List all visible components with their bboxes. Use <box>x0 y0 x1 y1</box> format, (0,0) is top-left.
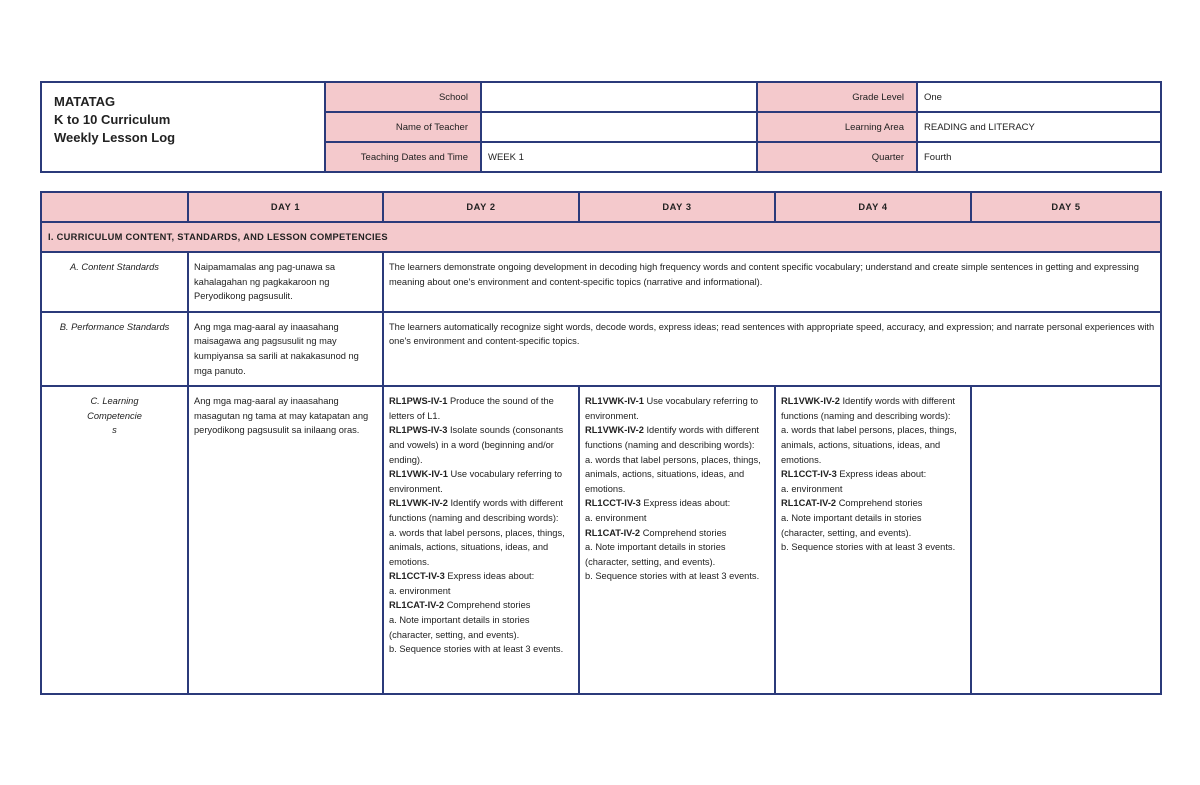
quarter-value[interactable]: Fourth <box>917 142 1161 172</box>
competency-line <box>781 540 965 555</box>
competencies-day5[interactable] <box>971 386 1161 694</box>
day-header: DAY 1 <box>188 192 383 222</box>
competency-code: RL1VWK-IV-1 <box>389 469 448 480</box>
performance-standards-day1[interactable]: Ang mga mag-aaral ay inaasahang maisagawa ang pagsusulit ng may kumpiyansa sa sarili at nakakasunod ng mga panuto. <box>188 312 383 386</box>
content-standards-day1[interactable]: Naipamamalas ang pag-unawa sa kahalagahan ng pagkakaroon ng Peryodikong pagsusulit. <box>188 252 383 312</box>
competency-text: Produce the sound of the letters of L1. <box>389 396 554 421</box>
school-value[interactable] <box>481 82 757 112</box>
competency-code: RL1VWK-IV-2 <box>389 498 448 509</box>
day-header: DAY 3 <box>579 192 775 222</box>
competency-line <box>389 394 573 423</box>
learning-area-label: Learning Area <box>757 112 917 142</box>
day-header: DAY 5 <box>971 192 1161 222</box>
competency-text: b. Sequence stories with at least 3 events. <box>585 571 760 582</box>
content-standards-days2-5[interactable]: The learners demonstrate ongoing development in decoding high frequency words and content specific vocabulary; understand and create simple sentences in getting and expressing meaning about one's environment and content-specific topics (narrative and informational). <box>383 252 1161 312</box>
performance-standards-label: B. Performance Standards <box>41 312 188 386</box>
competency-code: RL1VWK-IV-1 <box>585 396 644 407</box>
competency-line <box>781 467 965 482</box>
competency-text: Identify words with different functions (naming and describing words): <box>389 498 563 523</box>
competency-text: a. environment <box>781 483 843 494</box>
teaching-dates-value[interactable]: WEEK 1 <box>481 142 757 172</box>
competency-text: b. Sequence stories with at least 3 events. <box>781 542 956 553</box>
competency-line <box>389 642 573 657</box>
section-title: I. CURRICULUM CONTENT, STANDARDS, AND LESSON COMPETENCIES <box>41 222 1161 252</box>
competency-line <box>585 496 769 511</box>
competency-line <box>389 467 573 496</box>
competency-line <box>389 496 573 525</box>
competency-line <box>781 423 965 467</box>
competency-text: Comprehend stories <box>444 600 531 611</box>
label-part: C. Learning <box>90 396 139 407</box>
competency-line <box>389 613 573 642</box>
competencies-day3[interactable] <box>579 386 775 694</box>
competency-code: RL1CCT-IV-3 <box>781 469 837 480</box>
corner-cell <box>41 192 188 222</box>
content-standards-label: A. Content Standards <box>41 252 188 312</box>
competency-text: Comprehend stories <box>836 498 923 509</box>
competency-line <box>389 423 573 467</box>
lesson-log-header <box>40 81 1162 173</box>
competency-line <box>389 584 573 599</box>
competency-line <box>781 496 965 511</box>
day-header: DAY 2 <box>383 192 579 222</box>
competency-text: a. environment <box>389 585 451 596</box>
competency-text: a. words that label persons, places, things, animals, actions, situations, ideas, and emotions. <box>585 454 761 494</box>
competency-code: RL1PWS-IV-3 <box>389 425 448 436</box>
competencies-day2[interactable] <box>383 386 579 694</box>
label-part: s <box>112 425 117 436</box>
competency-text: a. words that label persons, places, things, animals, actions, situations, ideas, and emotions. <box>389 527 565 567</box>
competency-line <box>585 526 769 541</box>
competency-text: Identify words with different functions (naming and describing words): <box>781 396 955 421</box>
teacher-value[interactable] <box>481 112 757 142</box>
competency-line <box>781 394 965 423</box>
competency-line <box>585 540 769 569</box>
competency-code: RL1CAT-IV-2 <box>781 498 837 509</box>
quarter-label: Quarter <box>757 142 917 172</box>
competencies-day1[interactable]: Ang mga mag-aaral ay inaasahang masagutan ng tama at may katapatan ang peryodikong pagsusulit sa inilaang oras. <box>188 386 383 694</box>
learning-competencies-label <box>41 386 188 694</box>
competency-line <box>585 569 769 584</box>
competency-line <box>781 482 965 497</box>
title-line-2: K to 10 Curriculum <box>54 112 171 127</box>
competency-line <box>585 394 769 423</box>
learning-area-value[interactable]: READING and LITERACY <box>917 112 1161 142</box>
competency-text: Comprehend stories <box>640 527 727 538</box>
competency-code: RL1VWK-IV-2 <box>781 396 840 407</box>
competency-text: a. Note important details in stories (character, setting, and events). <box>781 512 922 538</box>
competency-text: a. Note important details in stories (character, setting, and events). <box>389 615 530 640</box>
title-line-3: Weekly Lesson Log <box>54 130 176 145</box>
competency-code: RL1CCT-IV-3 <box>585 498 641 509</box>
document-title <box>41 82 325 172</box>
competency-code: RL1VWK-IV-2 <box>585 425 644 436</box>
competency-text: Express ideas about: <box>836 469 927 480</box>
competency-text: Express ideas about: <box>640 498 731 509</box>
competency-text: b. Sequence stories with at least 3 events. <box>389 644 564 655</box>
competencies-day4[interactable] <box>775 386 971 694</box>
school-label: School <box>325 82 481 112</box>
competency-line <box>781 511 965 540</box>
grade-level-value[interactable]: One <box>917 82 1161 112</box>
competency-line <box>389 569 573 584</box>
label-part: Competencie <box>87 410 142 421</box>
competency-text: a. environment <box>585 512 647 523</box>
teacher-label: Name of Teacher <box>325 112 481 142</box>
competency-text: Use vocabulary referring to environment. <box>389 469 563 494</box>
lesson-log-table <box>40 191 1162 695</box>
competency-text: Use vocabulary referring to environment. <box>585 396 759 421</box>
competency-code: RL1CAT-IV-2 <box>389 600 445 611</box>
competency-text: Identify words with different functions (naming and describing words): <box>585 425 759 450</box>
competency-text: a. Note important details in stories (character, setting, and events). <box>585 542 726 567</box>
competency-line <box>585 423 769 452</box>
competency-code: RL1CAT-IV-2 <box>585 527 641 538</box>
title-line-1: MATATAG <box>54 94 116 109</box>
competency-text: a. words that label persons, places, things, animals, actions, situations, ideas, and emotions. <box>781 425 957 465</box>
competency-line <box>389 598 573 613</box>
competency-text: Express ideas about: <box>444 571 535 582</box>
competency-line <box>585 453 769 497</box>
competency-line <box>389 526 573 570</box>
teaching-dates-label: Teaching Dates and Time <box>325 142 481 172</box>
grade-level-label: Grade Level <box>757 82 917 112</box>
performance-standards-days2-5[interactable]: The learners automatically recognize sight words, decode words, express ideas; read sentences with appropriate speed, accuracy, and expression; and narrate personal experiences with one's environment and content-specific topics. <box>383 312 1161 386</box>
day-header: DAY 4 <box>775 192 971 222</box>
competency-code: RL1PWS-IV-1 <box>389 396 448 407</box>
competency-text: Isolate sounds (consonants and vowels) in a word (beginning and/or ending). <box>389 425 564 465</box>
competency-line <box>585 511 769 526</box>
competency-code: RL1CCT-IV-3 <box>389 571 445 582</box>
